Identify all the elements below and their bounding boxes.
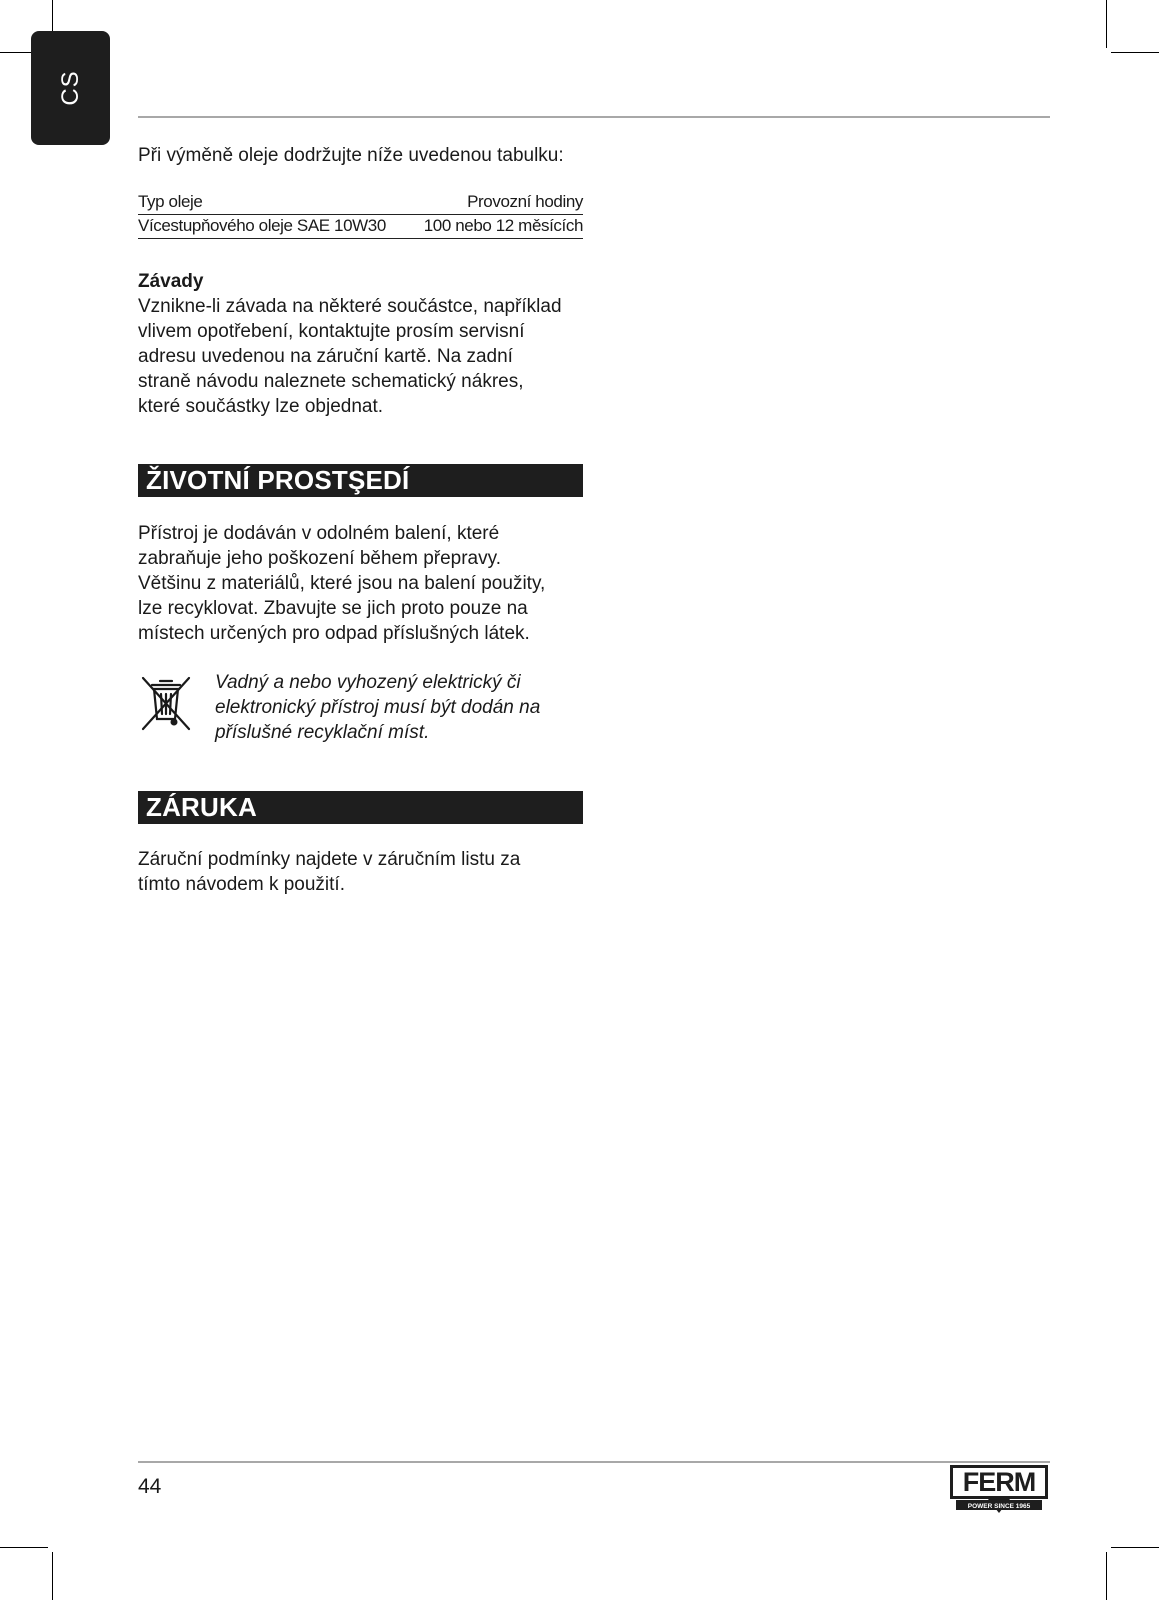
svg-text:POWER SINCE 1965: POWER SINCE 1965 bbox=[967, 1503, 1031, 1510]
page-number: 44 bbox=[138, 1475, 162, 1498]
warranty-line: tímto návodem k použití. bbox=[138, 874, 345, 895]
crop-mark bbox=[1111, 1547, 1159, 1548]
faults-section bbox=[138, 269, 583, 419]
crop-mark bbox=[52, 1552, 53, 1600]
faults-line: Vznikne-li závada na některé součástce, například bbox=[138, 296, 562, 317]
oil-table bbox=[138, 191, 583, 239]
faults-line: straně návodu naleznete schematický nákres, bbox=[138, 371, 524, 392]
crossed-out-wheelie-bin-icon bbox=[140, 675, 192, 732]
warranty-heading: ZÁRUKA bbox=[138, 791, 583, 824]
environment-line: zabraňuje jeho poškození během přepravy. bbox=[138, 548, 501, 569]
oil-type-header: Typ oleje bbox=[138, 192, 203, 211]
warranty-text bbox=[138, 847, 583, 897]
crop-mark bbox=[0, 1547, 48, 1548]
environment-line: místech určených pro odpad příslušných látek. bbox=[138, 623, 530, 644]
oil-table-header bbox=[138, 191, 583, 215]
language-tab-label: CS bbox=[56, 70, 84, 106]
environment-line: Většinu z materiálů, které jsou na balení použity, bbox=[138, 573, 546, 594]
ferm-logo bbox=[948, 1463, 1050, 1515]
footer-rule bbox=[138, 1461, 1050, 1463]
environment-line: lze recyklovat. Zbavujte se jich proto pouze na bbox=[138, 598, 528, 619]
crop-mark bbox=[1106, 1552, 1107, 1600]
warranty-line: Záruční podmínky najdete v záručním listu za bbox=[138, 849, 521, 870]
table-row bbox=[138, 215, 583, 239]
header-rule bbox=[138, 116, 1050, 118]
oil-type-cell: Vícestupňového oleje SAE 10W30 bbox=[138, 216, 386, 235]
intro-text bbox=[138, 143, 583, 168]
environment-heading: ŽIVOTNÍ PROSTŞEDÍ bbox=[138, 464, 583, 497]
weee-disposal-note bbox=[215, 670, 595, 745]
crop-mark bbox=[1106, 0, 1107, 48]
faults-line: vlivem opotřebení, kontaktujte prosím servisní bbox=[138, 321, 525, 342]
language-tab bbox=[31, 31, 110, 145]
environment-line: Přístroj je dodáván v odolném balení, které bbox=[138, 523, 500, 544]
weee-line: Vadný a nebo vyhozený elektrický či bbox=[215, 672, 521, 693]
faults-heading: Závady bbox=[138, 271, 204, 292]
weee-line: elektronický přístroj musí být dodán na bbox=[215, 697, 541, 718]
faults-line: adresu uvedenou na záruční kartě. Na zadní bbox=[138, 346, 513, 367]
operating-hours-header: Provozní hodiny bbox=[467, 192, 583, 211]
intro-paragraph: Při výměně oleje dodržujte níže uvedenou tabulku: bbox=[138, 145, 564, 166]
crop-mark bbox=[1111, 52, 1159, 53]
environment-text bbox=[138, 521, 583, 646]
operating-hours-cell: 100 nebo 12 měsících bbox=[423, 216, 583, 235]
faults-line: které součástky lze objednat. bbox=[138, 396, 384, 417]
svg-text:FERM: FERM bbox=[962, 1467, 1036, 1497]
weee-line: příslušné recyklační míst. bbox=[215, 722, 430, 743]
